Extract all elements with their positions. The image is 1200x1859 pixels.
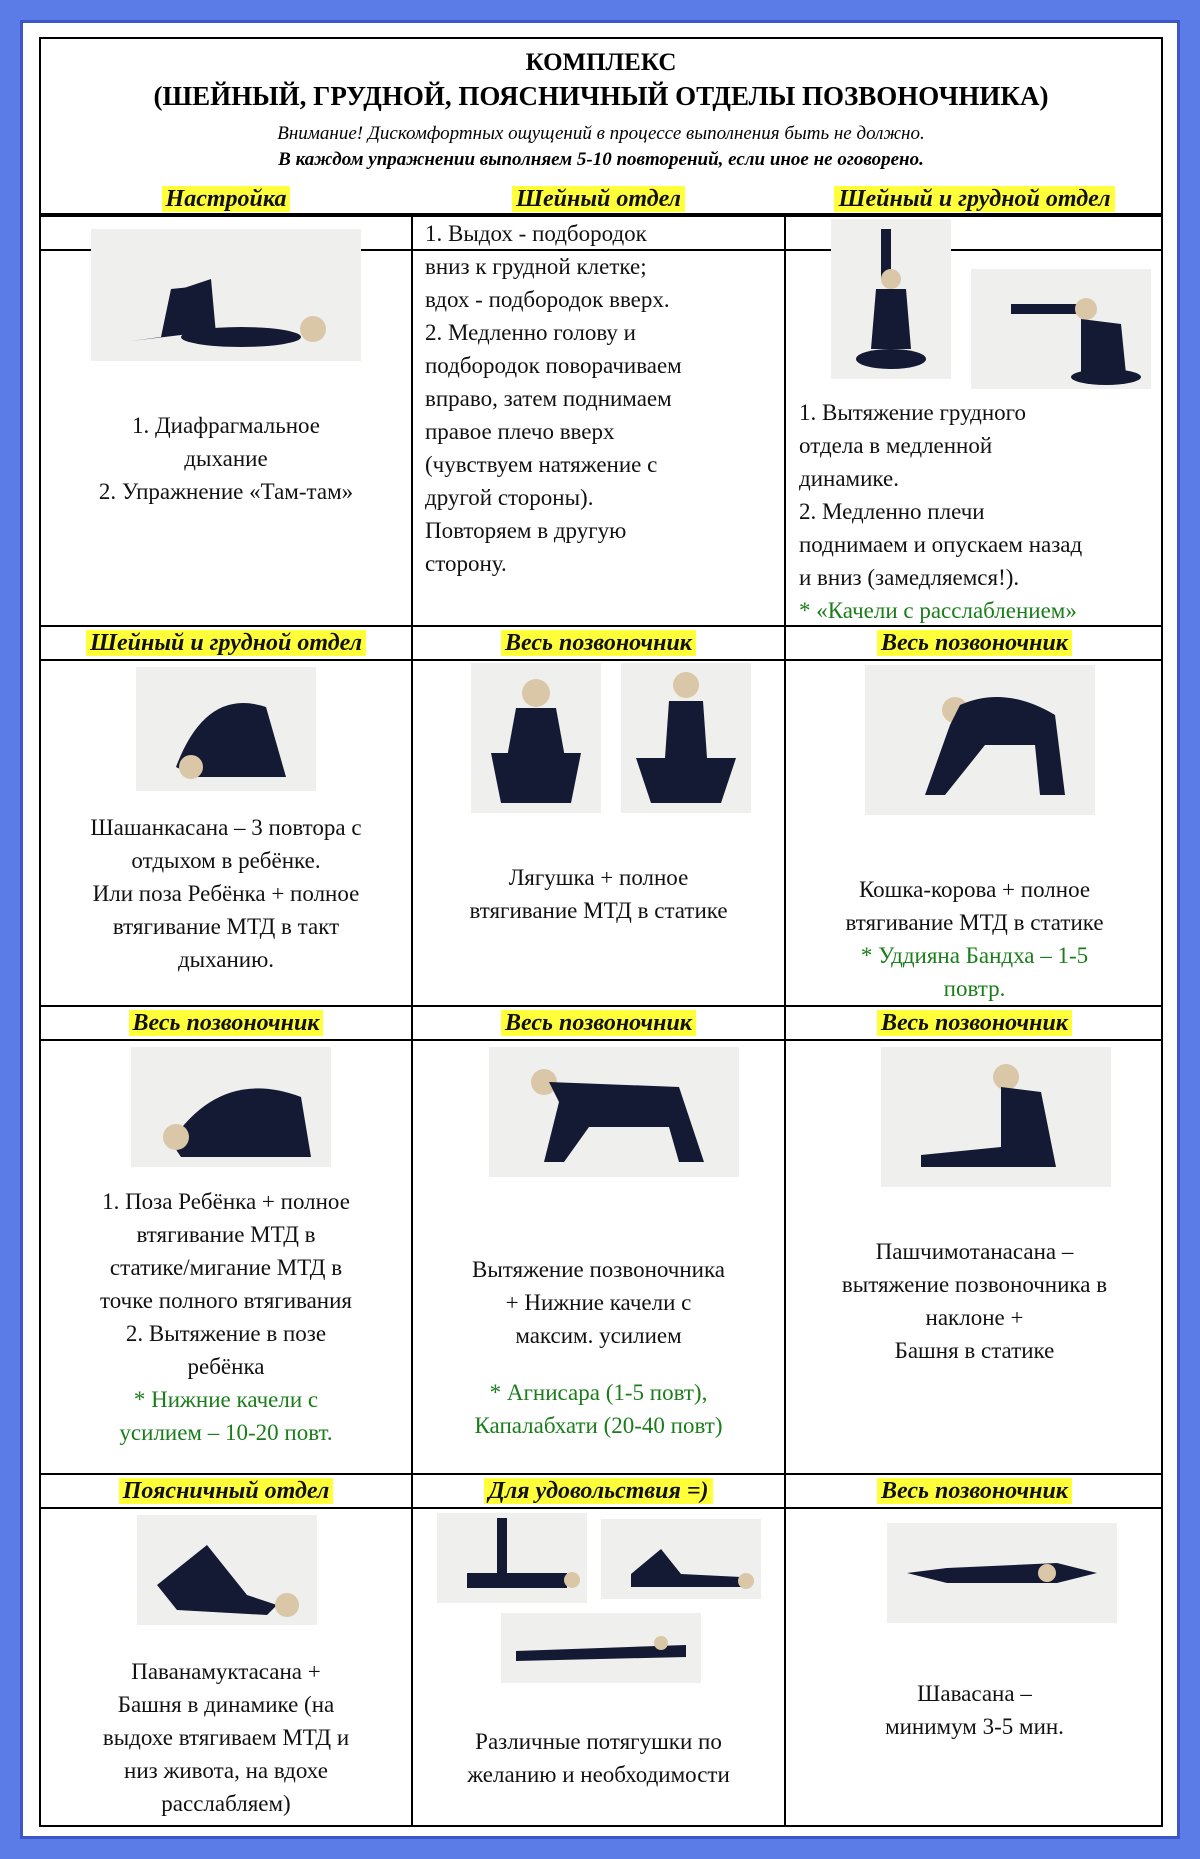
section-label-text: Настройка: [162, 186, 291, 212]
exercise-photo-frog-squat: [621, 663, 751, 813]
text-line: 2. Медленно плечи: [799, 499, 985, 524]
section-label-text: Весь позвоночник: [877, 1478, 1072, 1504]
section-label: [786, 1475, 1163, 1507]
tip-line: усилием – 10-20 повт.: [119, 1420, 333, 1445]
text-line: 1. Выдох - подбородок: [425, 221, 647, 246]
text-line: Башня в статике: [894, 1338, 1055, 1363]
section-label: [41, 183, 411, 215]
exercise-photo-shavasana: [887, 1523, 1117, 1623]
exercise-description: [425, 217, 775, 580]
section-label: [786, 1007, 1163, 1039]
text-line: дыханию.: [177, 947, 275, 972]
text-line: (чувствуем натяжение с: [425, 452, 658, 477]
text-line: низ живота, на вдохе: [124, 1758, 328, 1783]
text-line: и вниз (замедляемся!).: [799, 565, 1020, 590]
section-label: [786, 183, 1163, 215]
text-line: статике/мигание МТД в: [109, 1255, 343, 1280]
text-line: + Нижние качели с: [505, 1290, 692, 1315]
text-line: 1. Диафрагмальное: [131, 413, 321, 438]
exercise-photo-shashankasana: [136, 667, 316, 791]
text-line: втягивание МТД в статике: [845, 910, 1104, 935]
tip-line: * Уддияна Бандха – 1-5: [860, 943, 1089, 968]
text-line: Паванамуктасана +: [131, 1659, 321, 1684]
exercise-photo-cat-cow: [865, 665, 1095, 815]
section-label-text: Весь позвоночник: [501, 1010, 696, 1036]
exercise-photo-spine-stretch: [489, 1047, 739, 1177]
text-line: минимум 3-5 мин.: [885, 1714, 1064, 1739]
exercise-photo-kneeling-arms-up: [831, 219, 951, 379]
text-line: вытяжение позвоночника в: [841, 1272, 1108, 1297]
exercise-description: [786, 1235, 1163, 1367]
section-label-text: Весь позвоночник: [877, 630, 1072, 656]
exercise-photo-leg-raise: [437, 1513, 587, 1603]
text-line: Башня в динамике (на: [117, 1692, 335, 1717]
exercise-photo-paschimottanasana: [881, 1047, 1111, 1187]
text-line: Вытяжение позвоночника: [471, 1257, 726, 1282]
row-divider: [41, 1507, 1161, 1509]
text-line: вдох - подбородок вверх.: [425, 287, 670, 312]
section-label-text: Весь позвоночник: [501, 630, 696, 656]
tip-line: * Нижние качели с: [133, 1387, 319, 1412]
text-line: Кошка-корова + полное: [858, 877, 1091, 902]
text-line: отдела в медленной: [799, 433, 993, 458]
text-line: желанию и необходимости: [467, 1762, 730, 1787]
text-line: поднимаем и опускаем назад: [799, 532, 1083, 557]
exercise-photo-kneeling-arms-back: [971, 269, 1151, 389]
spacer: [413, 1352, 784, 1376]
exercise-photo-knee-bend: [601, 1519, 761, 1599]
text-line: Лягушка + полное: [508, 865, 689, 890]
text-line: втягивание МТД в: [136, 1222, 316, 1247]
exercise-photo-full-stretch: [501, 1613, 701, 1683]
text-line: выдохе втягиваем МТД и: [102, 1725, 350, 1750]
text-line: 2. Медленно голову и: [425, 320, 636, 345]
text-line: точке полного втягивания: [99, 1288, 352, 1313]
section-label-text: Для удовольствия =): [484, 1478, 712, 1504]
text-line: отдыхом в ребёнке.: [131, 848, 321, 873]
exercise-description: [41, 409, 411, 508]
title-sub: (ШЕЙНЫЙ, ГРУДНОЙ, ПОЯСНИЧНЫЙ ОТДЕЛЫ ПОЗВОНОЧНИКА): [153, 81, 1049, 111]
text-line: втягивание МТД в такт: [112, 914, 340, 939]
text-line: Шавасана –: [917, 1681, 1032, 1706]
exercise-table: [39, 37, 1163, 1827]
text-line: 2. Упражнение «Там-там»: [98, 479, 354, 504]
tip-line: * «Качели с расслаблением»: [799, 598, 1077, 623]
exercise-photo-frog-front: [471, 663, 601, 813]
tip-line: повтр.: [943, 976, 1006, 1001]
exercise-description: [786, 1677, 1163, 1743]
section-label-text: Поясничный отдел: [119, 1478, 334, 1504]
page-frame: [20, 20, 1180, 1839]
section-label: [41, 1475, 411, 1507]
section-label-text: Шейный и грудной отдел: [834, 186, 1114, 212]
section-label: [413, 627, 784, 659]
text-line: сторону.: [425, 551, 507, 576]
section-label: [786, 627, 1163, 659]
exercise-description: [799, 396, 1159, 627]
section-label-text: Шейный и грудной отдел: [86, 630, 366, 656]
row-divider: [41, 1039, 1161, 1041]
section-label-text: Весь позвоночник: [129, 1010, 324, 1036]
text-line: вправо, затем поднимаем: [425, 386, 672, 411]
section-label-text: Весь позвоночник: [877, 1010, 1072, 1036]
exercise-description: [41, 811, 411, 976]
exercise-description: [413, 861, 784, 927]
section-label: [41, 627, 411, 659]
text-line: 2. Вытяжение в позе: [125, 1321, 327, 1346]
exercise-photo-pavanamuktasana: [137, 1515, 317, 1625]
text-line: Шашанкасана – 3 повтора с: [90, 815, 362, 840]
text-line: Повторяем в другую: [425, 518, 627, 543]
repetition-note: В каждом упражнении выполняем 5-10 повторений, если иное не оговорено.: [278, 149, 924, 170]
exercise-description: [786, 873, 1163, 1005]
tip-line: Капалабхати (20-40 повт): [474, 1413, 723, 1438]
exercise-photo-lying-breathing: [91, 229, 361, 361]
text-line: другой стороны).: [425, 485, 594, 510]
section-label: [413, 1007, 784, 1039]
text-line: вниз к грудной клетке;: [425, 254, 647, 279]
text-line: Пашчимотанасана –: [875, 1239, 1074, 1264]
section-label: [413, 1475, 784, 1507]
exercise-description: [41, 1655, 411, 1820]
tip-line: * Агнисара (1-5 повт),: [489, 1380, 708, 1405]
text-line: максим. усилием: [515, 1323, 682, 1348]
section-label-text: Шейный отдел: [512, 186, 685, 212]
warning-text: Внимание! Дискомфортных ощущений в процессе выполнения быть не должно.: [277, 123, 925, 144]
section-label: [413, 183, 784, 215]
exercise-description: [41, 1185, 411, 1449]
text-line: Или поза Ребёнка + полное: [92, 881, 360, 906]
exercise-description: [413, 1253, 784, 1442]
text-line: дыхание: [184, 446, 268, 471]
text-line: 1. Поза Ребёнка + полное: [102, 1189, 350, 1214]
text-line: подбородок поворачиваем: [425, 353, 682, 378]
row-divider: [41, 659, 1161, 661]
text-line: 1. Вытяжение грудного: [799, 400, 1027, 425]
text-line: ребёнка: [187, 1354, 265, 1379]
exercise-description: [413, 1725, 784, 1791]
section-label: [41, 1007, 411, 1039]
text-line: Различные потягушки по: [475, 1729, 722, 1754]
text-line: правое плечо вверх: [425, 419, 615, 444]
text-line: наклоне +: [925, 1305, 1024, 1330]
text-line: расслабляем): [161, 1791, 291, 1816]
title-main: КОМПЛЕКС: [525, 49, 677, 76]
text-line: втягивание МТД в статике: [469, 898, 728, 923]
text-line: динамике.: [799, 466, 899, 491]
exercise-photo-child-pose: [131, 1047, 331, 1167]
